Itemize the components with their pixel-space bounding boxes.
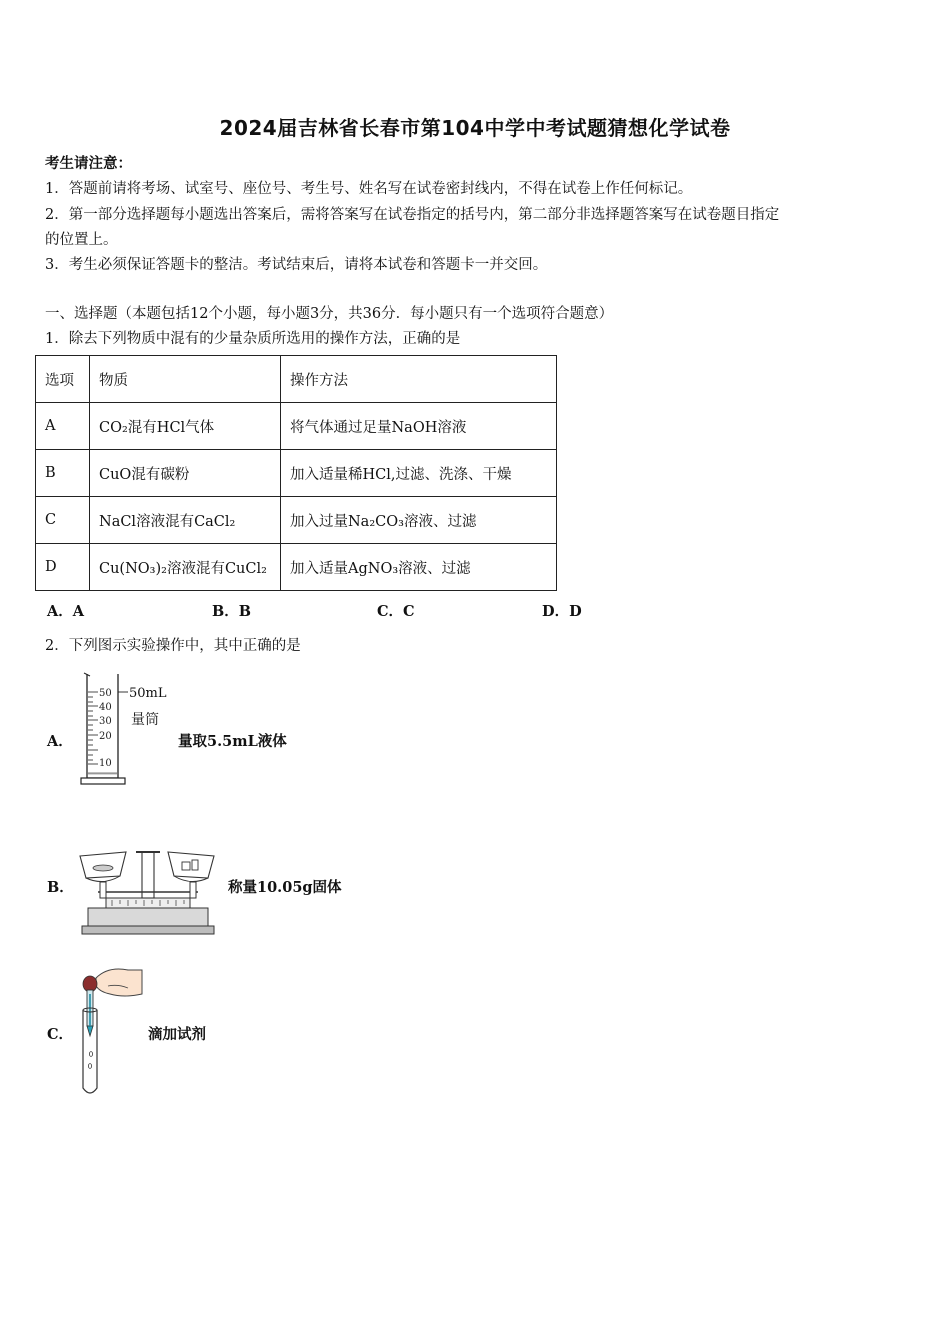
- notice-heading: 考生请注意：: [45, 155, 132, 172]
- cylinder-mark-30: 30: [99, 716, 112, 727]
- q1-table: [35, 355, 557, 591]
- table-cell-substance: CuO混有碳粉: [90, 450, 281, 497]
- q1-option-d[interactable]: D．D: [542, 603, 582, 620]
- cylinder-mark-50: 50: [99, 688, 112, 699]
- balance-scale-icon: [76, 846, 222, 940]
- cylinder-mark-10: 10: [99, 758, 112, 769]
- section-heading: 一、选择题（本题包括12个小题，每小题3分，共36分．每小题只有一个选项符合题意）: [45, 306, 614, 322]
- table-row: [36, 403, 557, 450]
- q2-option-c-label[interactable]: C．: [47, 1026, 74, 1043]
- q1-option-a[interactable]: A．A: [47, 603, 85, 620]
- table-cell-substance: Cu(NO₃)₂溶液混有CuCl₂: [90, 544, 281, 591]
- table-cell-method: 加入适量稀HCl,过滤、洗涤、干燥: [281, 450, 557, 497]
- table-row: [36, 544, 557, 591]
- table-cell-method: 加入过量Na₂CO₃溶液、过滤: [281, 497, 557, 544]
- table-cell-option: C: [36, 497, 90, 544]
- cylinder-mark-20: 20: [99, 731, 112, 742]
- table-cell-option: D: [36, 544, 90, 591]
- cylinder-mark-40: 40: [99, 702, 112, 713]
- table-row: [36, 450, 557, 497]
- q2-option-c-text: 滴加试剂: [148, 1026, 206, 1043]
- page-title: 2024届吉林省长春市第104中学中考试题猜想化学试卷: [219, 116, 731, 140]
- graduated-cylinder-icon: [78, 668, 188, 790]
- table-row: [36, 497, 557, 544]
- cylinder-volume-label: 50mL: [129, 686, 167, 701]
- table-cell-method: 将气体通过足量NaOH溶液: [281, 403, 557, 450]
- notice-item-2-cont: 的位置上。: [45, 232, 118, 248]
- table-cell-option: B: [36, 450, 90, 497]
- table-cell-method: 加入适量AgNO₃溶液、过滤: [281, 544, 557, 591]
- table-cell-option: A: [36, 403, 90, 450]
- q1-option-c[interactable]: C．C: [377, 603, 415, 620]
- notice-item-1: 1．答题前请将考场、试室号、座位号、考生号、姓名写在试卷密封线内，不得在试卷上作任何标记。: [45, 181, 693, 197]
- notice-item-2: 2．第一部分选择题每小题选出答案后，需将答案写在试卷指定的括号内，第二部分非选择题答案写在试卷题目指定: [45, 207, 780, 223]
- table-cell-substance: CO₂混有HCl气体: [90, 403, 281, 450]
- q2-option-a-text: 量取5.5mL液体: [178, 733, 287, 750]
- q1-stem: 1．除去下列物质中混有的少量杂质所选用的操作方法，正确的是: [45, 331, 461, 347]
- table-cell-substance: NaCl溶液混有CaCl₂: [90, 497, 281, 544]
- notice-item-3: 3．考生必须保证答题卡的整洁。考试结束后，请将本试卷和答题卡一并交回。: [45, 257, 548, 273]
- q1-option-b[interactable]: B．B: [212, 603, 252, 620]
- table-header-row: [36, 356, 557, 403]
- q2-option-b-text: 称量10.05g固体: [228, 879, 342, 896]
- table-header-cell: 选项: [36, 356, 90, 403]
- q2-stem: 2．下列图示实验操作中，其中正确的是: [45, 638, 301, 654]
- table-header-cell: 物质: [90, 356, 281, 403]
- cylinder-device-label: 量筒: [131, 712, 159, 728]
- table-header-cell: 操作方法: [281, 356, 557, 403]
- q2-option-b-label[interactable]: B．: [47, 879, 74, 896]
- q2-option-a-label[interactable]: A．: [47, 733, 73, 750]
- dropper-test-tube-icon: [78, 964, 148, 1100]
